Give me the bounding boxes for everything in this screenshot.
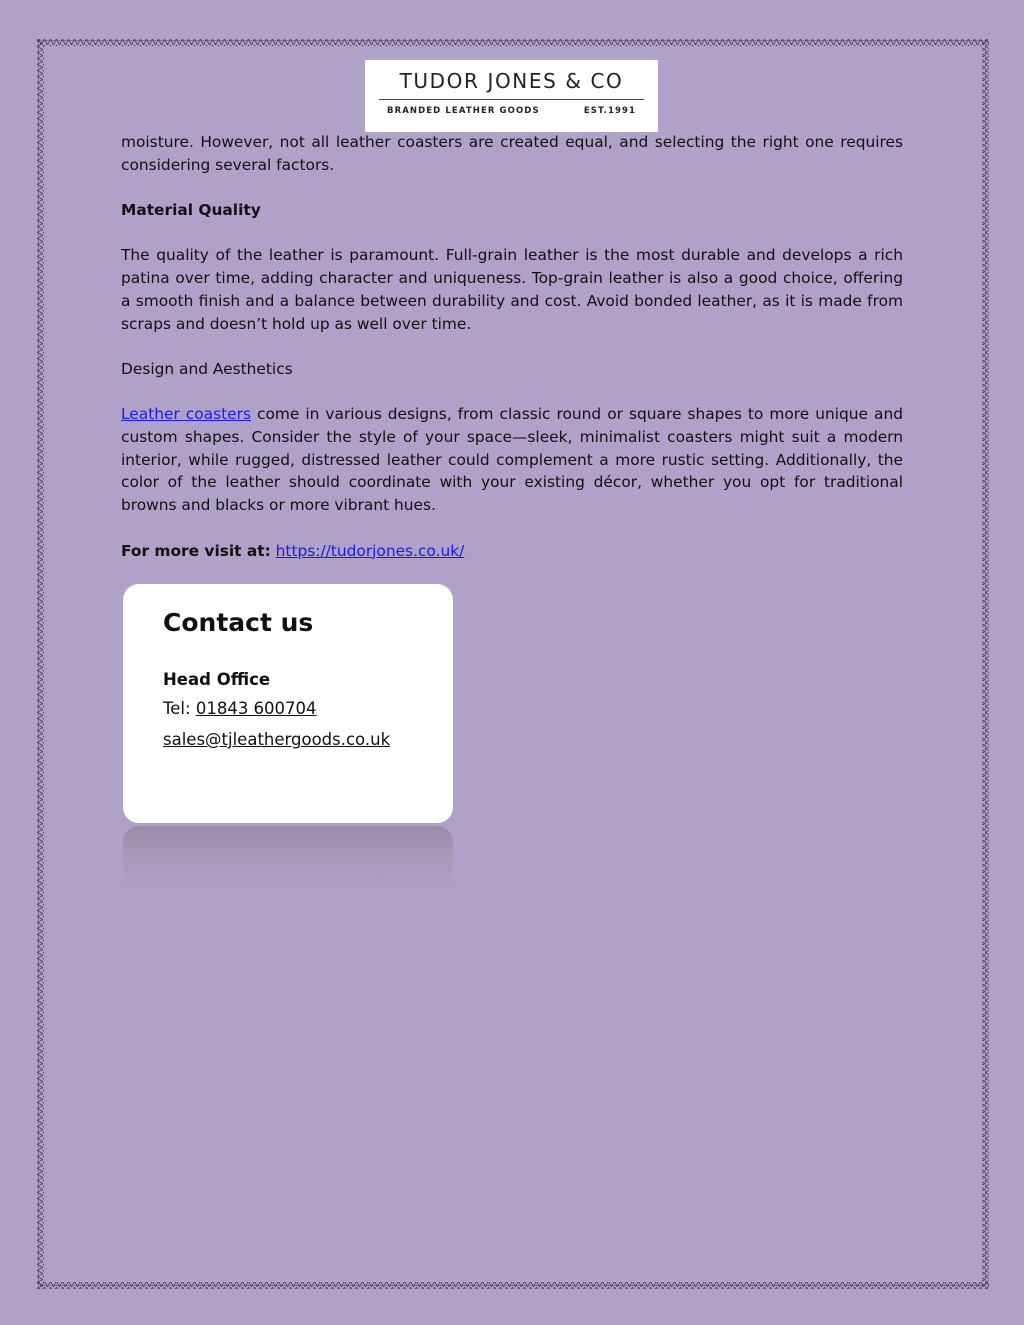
logo-established: EST.1991 (583, 106, 636, 116)
design-paragraph (121, 403, 903, 517)
logo-tagline: BRANDED LEATHER GOODS (387, 106, 540, 116)
section-heading-design: Design and Aesthetics (121, 359, 293, 378)
phone-number-link[interactable]: 01843 600704 (195, 699, 317, 718)
logo-subline (375, 106, 648, 116)
material-quality-paragraph: The quality of the leather is paramount. Full-grain leather is the most durable and develops a rich patina over time, adding character and uniqueness. Top-grain leather is also a good choice, offering a smooth finish and a balance between durability and cost. Avoid bonded leather, as it is made from scraps and doesn’t hold up as well over time. (121, 246, 903, 333)
article-body (121, 131, 903, 562)
phone-label: Tel: (163, 699, 196, 718)
intro-paragraph: moisture. However, not all leather coasters are created equal, and selecting the right one requires considering several factors. (121, 133, 903, 174)
website-link[interactable]: https://tudorjones.co.uk/ (275, 541, 465, 560)
head-office-label: Head Office (163, 670, 271, 689)
contact-card-reflection (123, 826, 453, 888)
email-link[interactable]: sales@tjleathergoods.co.uk (163, 730, 391, 749)
contact-title: Contact us (163, 608, 314, 637)
contact-card (123, 584, 453, 823)
more-info-label: For more visit at: (121, 541, 271, 560)
design-paragraph-text: come in various designs, from classic round or square shapes to more unique and custom shapes. Consider the style of your space—sleek, minimalist coasters might suit a modern interior, while rugged, distressed leather could complement a more rustic setting. Additionally, the color of the leather should coordinate with your existing décor, whether you opt for traditional browns and blacks or more vibrant hues. (121, 405, 903, 515)
more-info-line (121, 540, 903, 563)
logo-divider (379, 99, 644, 100)
company-logo (365, 60, 658, 132)
leather-coasters-link[interactable]: Leather coasters (121, 405, 251, 424)
phone-line (163, 699, 317, 718)
logo-brand-name: TUDOR JONES & CO (399, 69, 624, 93)
section-heading-material-quality: Material Quality (121, 201, 261, 220)
